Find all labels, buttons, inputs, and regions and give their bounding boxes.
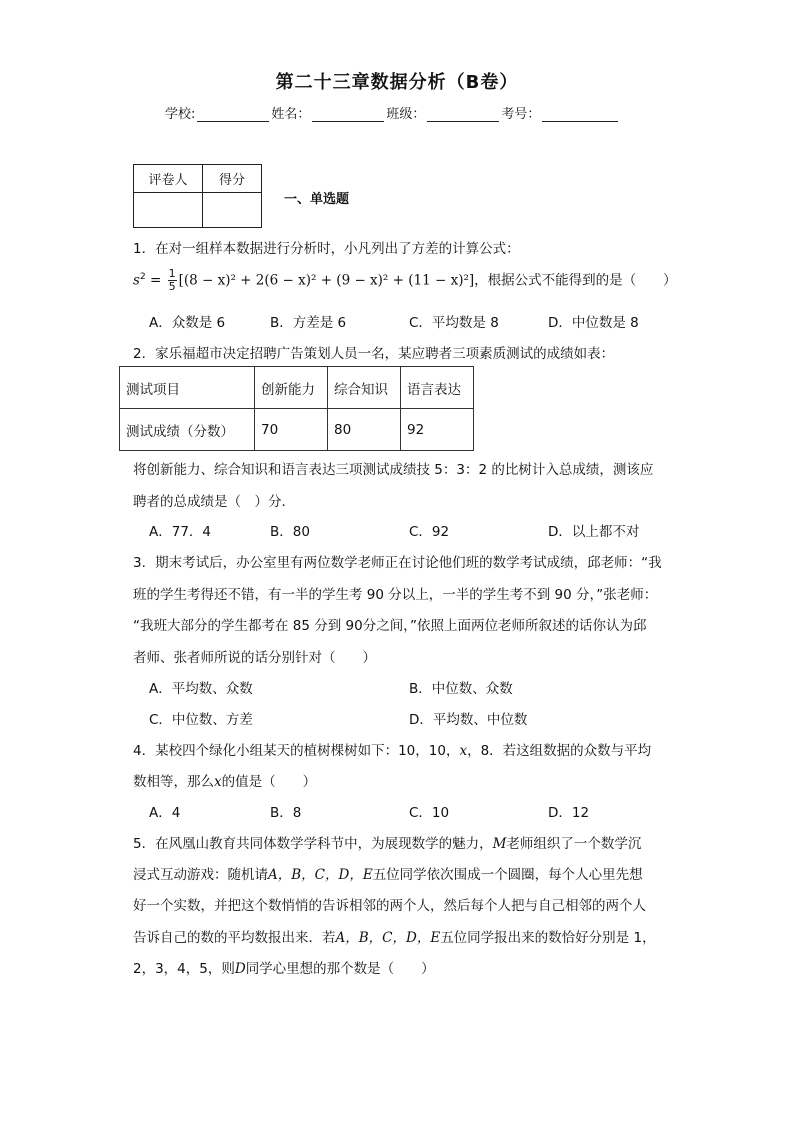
q4-option-a[interactable]: A．4 (149, 805, 181, 821)
table-header-cell: 综合知识 (328, 367, 401, 409)
q3-option-d[interactable]: D．平均数、中位数 (409, 712, 528, 728)
q3-option-a[interactable]: A．平均数、众数 (149, 681, 253, 697)
grade-reviewer-header: 评卷人 (134, 165, 203, 193)
q4-option-d[interactable]: D．12 (548, 805, 590, 821)
q3-line2: 班的学生考得还不错，有一半的学生考 90 分以上，一半的学生考不到 90 分，”张老师： (133, 587, 658, 603)
q4-line1 (133, 739, 651, 759)
name-field[interactable] (312, 107, 384, 122)
q5-names: A，B，C，D，E (268, 867, 373, 883)
grade-reviewer-cell[interactable] (134, 193, 203, 228)
q5-line1a: 5．在风凰山教育共同体数学学科节中，为展现数学的魅力， (133, 836, 493, 852)
q5-line2b: 五位同学依次围成一个圆圈，每个人心里先想 (372, 867, 643, 883)
q5-line2 (133, 863, 643, 883)
q4-option-c[interactable]: C．10 (409, 805, 450, 821)
table-cell: 80 (328, 409, 401, 451)
q4-var: x (214, 774, 222, 790)
q5-m: M (492, 836, 507, 852)
section-heading: 一、单选题 (284, 192, 350, 207)
q5-line4b: 五位同学报出来的数恰好分别是 1， (440, 930, 656, 946)
q4-line2a: 数相等，那么 (133, 774, 214, 790)
q1-formula-body: [(8 − x)² + 2(6 − x)² + (9 − x)² + (11 − x)²] (178, 272, 475, 289)
q4-line2b: 的值是（ ） (221, 774, 317, 790)
q2-text: 2．家乐福超市决定招聘广告策划人员一名，某应聘者三项素质测试的成绩如表： (133, 346, 615, 362)
q3-option-b[interactable]: B．中位数、众数 (409, 681, 513, 697)
q5-line1 (133, 832, 641, 852)
q5-line4 (133, 926, 656, 946)
q1-fraction (168, 268, 177, 293)
q1-formula-eq: = (145, 272, 166, 289)
q1-option-d[interactable]: D．中位数是 8 (548, 315, 639, 331)
table-row (120, 367, 474, 409)
id-field[interactable] (542, 107, 618, 122)
q1-text: 1．在对一组样本数据进行分析时，小凡列出了方差的计算公式： (133, 241, 520, 257)
q2-option-c[interactable]: C．92 (409, 524, 450, 540)
table-header-cell: 创新能力 (255, 367, 328, 409)
id-label: 考号： (501, 107, 541, 122)
table-header-cell: 语言表达 (401, 367, 474, 409)
q2-score-table (119, 366, 474, 451)
q5-line3: 好一个实数，并把这个数悄悄的告诉相邻的两个人，然后每个人把与自己相邻的两个人 (133, 898, 646, 914)
q4-line2 (133, 770, 316, 790)
q1-option-a[interactable]: A．众数是 6 (149, 315, 226, 331)
q2-option-b[interactable]: B．80 (270, 524, 310, 540)
q5-line5a: 2，3，4，5，则 (133, 961, 235, 977)
q1-formula-line (133, 268, 677, 293)
grade-score-header: 得分 (203, 165, 262, 193)
q5-line4a: 告诉自己的数的平均数报出来．若 (133, 930, 336, 946)
q5-line2a: 浸式互动游戏：随机请 (133, 867, 268, 883)
q1-option-b[interactable]: B．方差是 6 (270, 315, 347, 331)
grade-score-cell[interactable] (203, 193, 262, 228)
table-cell: 92 (401, 409, 474, 451)
class-label: 班级： (386, 107, 426, 122)
q4-var: x (459, 743, 468, 759)
q5-line5b: 同学心里想的那个数是（ ） (245, 961, 435, 977)
q4-line1b: ，8．若这组数据的众数与平均 (467, 743, 652, 759)
page-title: 第二十三章数据分析（B卷） (275, 72, 519, 93)
q2-option-d[interactable]: D．以上都不对 (548, 524, 640, 540)
table-header-cell: 测试项目 (120, 367, 255, 409)
q3-line1: 3．期末考试后，办公室里有两位数学老师正在讨论他们班的数学考试成绩，邱老师：“我 (133, 555, 662, 571)
q1-formula-lhs: s (133, 272, 140, 289)
q1-frac-num: 1 (168, 267, 176, 280)
q4-option-b[interactable]: B．8 (270, 805, 302, 821)
q5-line5 (133, 957, 435, 977)
q2-line2: 聘者的总成绩是（ ）分． (133, 494, 295, 510)
q5-names: A，B，C，D，E (335, 930, 441, 946)
q1-after: ，根据公式不能得到的是（ ） (474, 272, 677, 289)
q2-line1: 将创新能力、综合知识和语言表达三项测试成绩技 5：3：2 的比树计入总成绩，测该应 (133, 462, 654, 478)
q3-option-c[interactable]: C．中位数、方差 (149, 712, 253, 728)
q2-option-a[interactable]: A．77．4 (149, 524, 212, 540)
school-field[interactable] (197, 107, 269, 122)
class-field[interactable] (427, 107, 499, 122)
student-info-line (165, 103, 620, 122)
q1-frac-den: 5 (168, 280, 176, 293)
q5-line1b: 老师组织了一个数学沉 (506, 836, 642, 852)
table-cell: 70 (255, 409, 328, 451)
table-row (120, 409, 474, 451)
q3-line4: 者师、张者师所说的话分别针对（ ） (133, 650, 376, 666)
q5-d: D (234, 961, 246, 977)
grade-table (133, 164, 262, 228)
q4-line1a: 4．某校四个绿化小组某天的植树棵树如下：10，10， (133, 743, 460, 759)
q3-line3: “我班大部分的学生都考在 85 分到 90分之间，”依照上面两位老师所叙述的话你认为邱 (133, 618, 647, 634)
name-label: 姓名： (271, 107, 311, 122)
q1-formula-exp: 2 (139, 272, 146, 282)
q1-option-c[interactable]: C．平均数是 8 (409, 315, 499, 331)
school-label: 学校: (165, 107, 196, 122)
table-cell: 测试成绩（分数） (120, 409, 255, 451)
